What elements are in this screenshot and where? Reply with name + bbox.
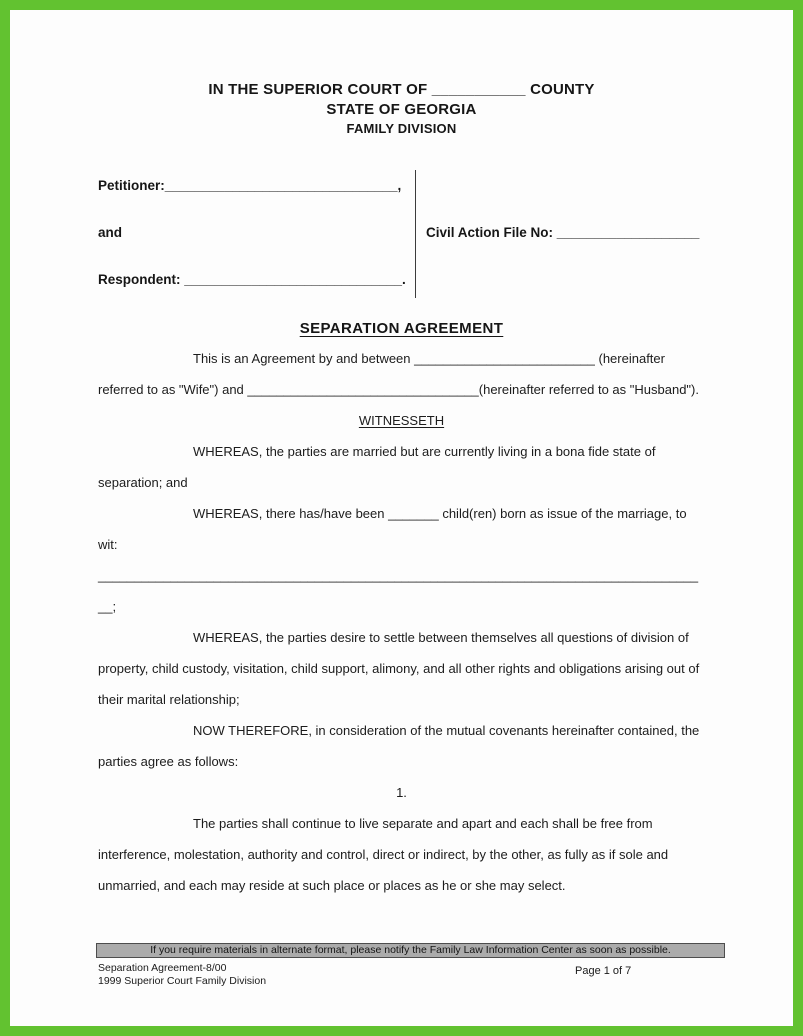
section-number: 1.	[396, 785, 407, 800]
document-page	[10, 10, 793, 1026]
para-whereas-children: WHEREAS, there has/have been _______ child(ren) born as issue of the marriage, to wit: _____________________________________________________________________________________;	[98, 506, 699, 614]
witnesseth-heading: WITNESSETH	[358, 413, 445, 428]
page-number: Page 1 of 7	[575, 965, 632, 977]
court-name-line: IN THE SUPERIOR COURT OF ___________ COUNTY	[208, 81, 595, 98]
division-line: FAMILY DIVISION	[346, 121, 457, 136]
civil-action-file-no-line: Civil Action File No: ___________________	[426, 225, 700, 240]
court-header	[98, 80, 705, 138]
para-whereas-separation: WHEREAS, the parties are married but are currently living in a bona fide state of separation; and	[98, 444, 656, 490]
para-whereas-settle: WHEREAS, the parties desire to settle between themselves all questions of division of property, child custody, visitation, child support, alimony, and all other rights and obligations arising out of their marital relationship;	[98, 630, 700, 707]
para-now-therefore: NOW THEREFORE, in consideration of the mutual covenants hereinafter contained, the parties agree as follows:	[98, 723, 700, 769]
respondent-line: Respondent: _____________________________.	[98, 272, 406, 287]
alternate-format-notice: If you require materials in alternate format, please notify the Family Law Information Center as soon as possible.	[96, 943, 725, 958]
doc-id-line2: 1999 Superior Court Family Division	[98, 975, 267, 987]
document-title: SEPARATION AGREEMENT	[299, 320, 504, 337]
case-caption	[98, 178, 705, 288]
doc-id-line1: Separation Agreement-8/00	[98, 962, 227, 974]
caption-parties	[98, 178, 415, 288]
caption-case-number	[416, 178, 705, 288]
agreement-body	[98, 343, 705, 901]
para-separate-living: The parties shall continue to live separate and apart and each shall be free from interference, molestation, authority and control, direct or indirect, by the other, as fully as if sole and unmarried, and each may reside at such place or places as he or she may select.	[98, 816, 669, 893]
document-id-block	[98, 962, 266, 988]
state-line: STATE OF GEORGIA	[326, 101, 477, 118]
and-line: and	[98, 225, 123, 240]
para-agreement-intro: This is an Agreement by and between _________________________ (hereinafter referred to as "Wife") and ________________________________(hereinafter referred to as "Husband").	[98, 351, 699, 397]
petitioner-line: Petitioner:_______________________________,	[98, 178, 402, 193]
